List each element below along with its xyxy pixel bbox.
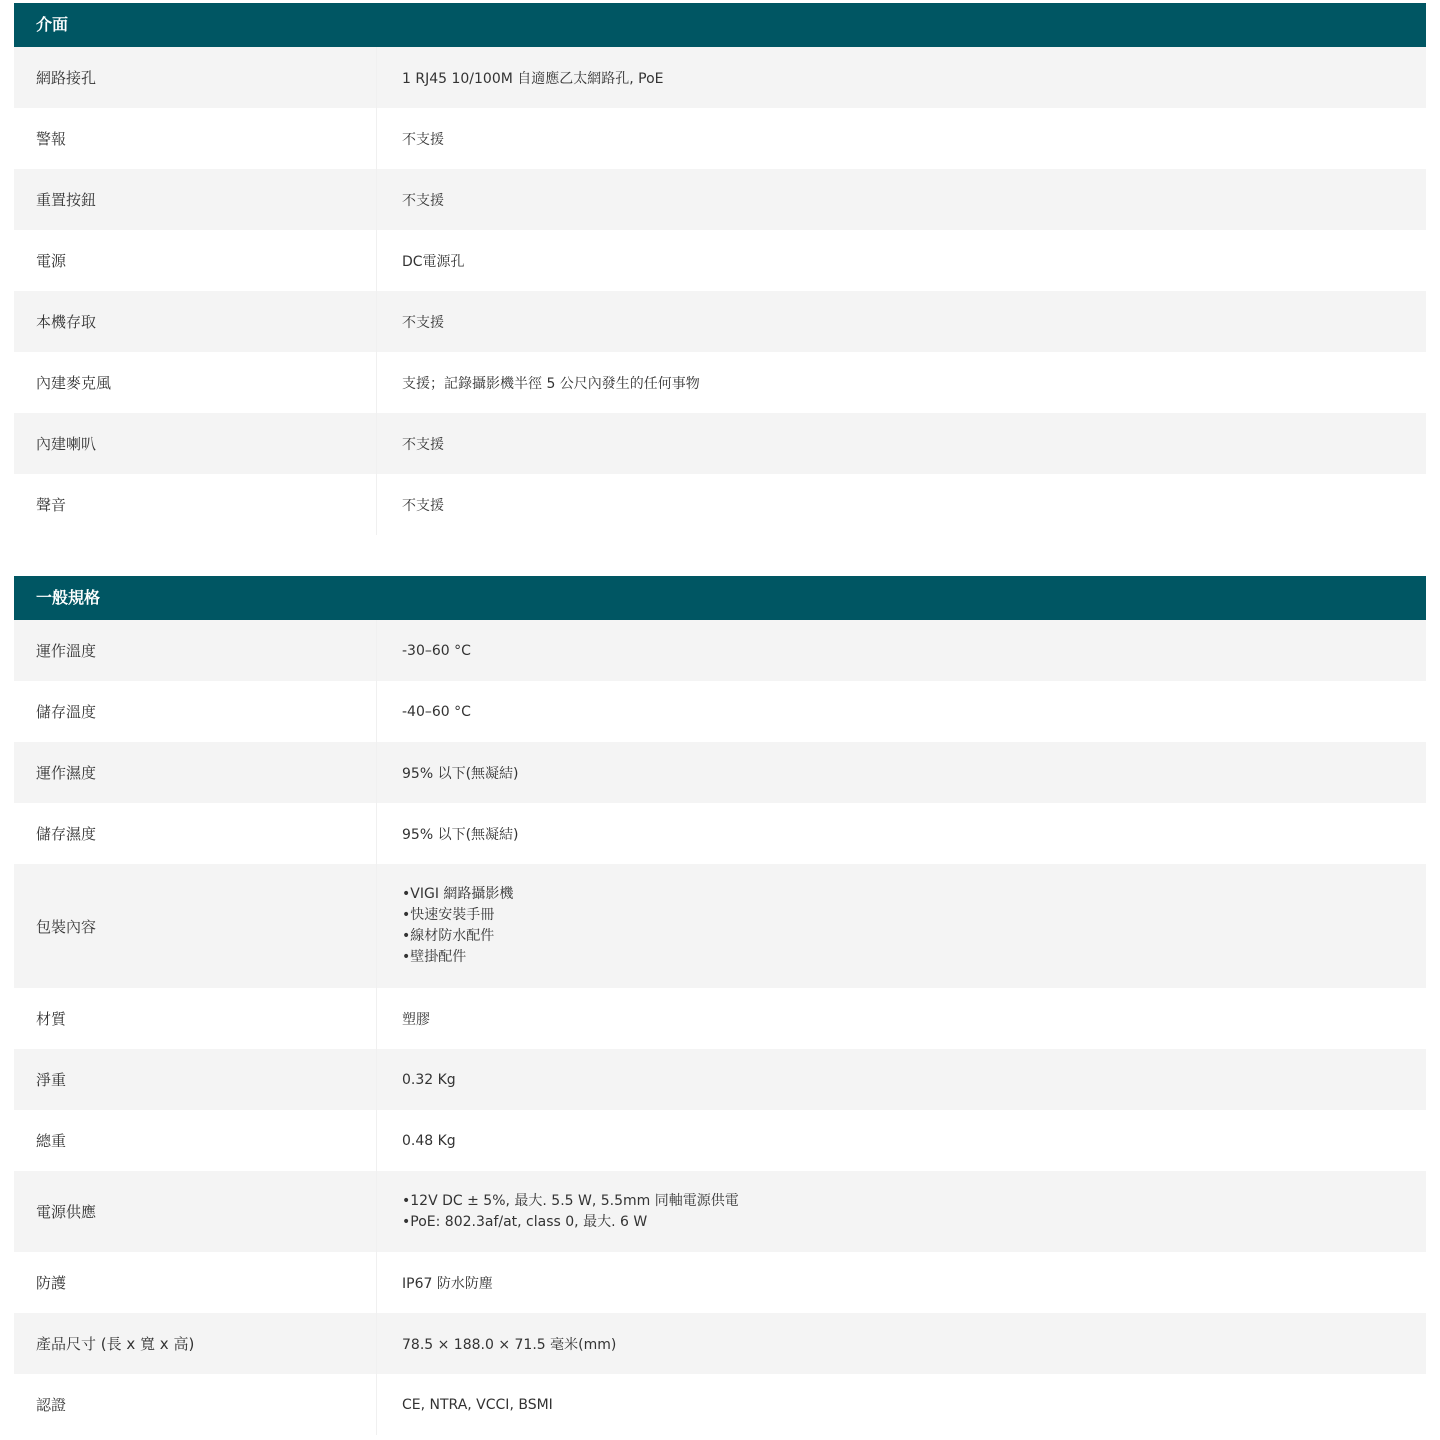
spec-row bbox=[14, 291, 1426, 352]
package-contents-list bbox=[402, 884, 513, 968]
spec-label: 產品尺寸 (長 x 寬 x 高) bbox=[36, 1335, 195, 1353]
section-header-general: 一般規格 bbox=[14, 576, 1426, 620]
interface-spec-table bbox=[14, 3, 1426, 535]
spec-label: 總重 bbox=[36, 1132, 67, 1150]
spec-value: 95% 以下(無凝結) bbox=[376, 742, 1426, 803]
list-item: • 壁掛配件 bbox=[402, 947, 513, 968]
spec-row bbox=[14, 1252, 1426, 1313]
list-item: • PoE: 802.3af/at, class 0, 最大. 6 W bbox=[402, 1212, 739, 1233]
spec-value bbox=[376, 864, 1426, 988]
spec-value: 不支援 bbox=[376, 474, 1426, 535]
spec-row bbox=[14, 1374, 1426, 1435]
spec-label: 警報 bbox=[36, 130, 67, 148]
spec-value: DC電源孔 bbox=[376, 230, 1426, 291]
section-header-interface: 介面 bbox=[14, 3, 1426, 47]
spec-value: -40–60 °C bbox=[376, 681, 1426, 742]
spec-value: 0.48 Kg bbox=[376, 1110, 1426, 1171]
spec-value: 95% 以下(無凝結) bbox=[376, 803, 1426, 864]
spec-label: 本機存取 bbox=[36, 313, 97, 331]
spec-row bbox=[14, 352, 1426, 413]
spec-value: 不支援 bbox=[376, 291, 1426, 352]
spec-row bbox=[14, 742, 1426, 803]
power-supply-list bbox=[402, 1191, 739, 1233]
spec-label: 重置按鈕 bbox=[36, 191, 97, 209]
spec-label: 儲存溫度 bbox=[36, 703, 97, 721]
spec-row bbox=[14, 803, 1426, 864]
spec-value: 支援；記錄攝影機半徑 5 公尺內發生的任何事物 bbox=[376, 352, 1426, 413]
spec-row bbox=[14, 474, 1426, 535]
spec-label: 儲存濕度 bbox=[36, 825, 97, 843]
spec-value: 不支援 bbox=[376, 108, 1426, 169]
spec-label: 內建喇叭 bbox=[36, 435, 97, 453]
spec-value: CE, NTRA, VCCI, BSMI bbox=[376, 1374, 1426, 1435]
spec-value: 78.5 × 188.0 × 71.5 毫米(mm) bbox=[376, 1313, 1426, 1374]
spec-value: 不支援 bbox=[376, 413, 1426, 474]
spec-label: 防護 bbox=[36, 1274, 67, 1292]
spec-row bbox=[14, 1313, 1426, 1374]
spec-label: 內建麥克風 bbox=[36, 374, 112, 392]
spec-row bbox=[14, 47, 1426, 108]
spec-row bbox=[14, 413, 1426, 474]
spec-label: 聲音 bbox=[36, 496, 67, 514]
spec-row bbox=[14, 230, 1426, 291]
spec-value: 0.32 Kg bbox=[376, 1049, 1426, 1110]
spec-value: -30–60 °C bbox=[376, 620, 1426, 681]
spec-label: 淨重 bbox=[36, 1071, 67, 1089]
spec-label: 網路接孔 bbox=[36, 69, 97, 87]
spec-value: 塑膠 bbox=[376, 988, 1426, 1049]
spec-label: 運作溫度 bbox=[36, 642, 97, 660]
spec-row bbox=[14, 169, 1426, 230]
spec-row bbox=[14, 1049, 1426, 1110]
list-item: • 12V DC ± 5%, 最大. 5.5 W, 5.5mm 同軸電源供電 bbox=[402, 1191, 739, 1212]
spec-value: 不支援 bbox=[376, 169, 1426, 230]
spec-label: 認證 bbox=[36, 1396, 67, 1414]
spec-row bbox=[14, 988, 1426, 1049]
spec-label: 電源供應 bbox=[36, 1203, 97, 1221]
list-item: • 線材防水配件 bbox=[402, 926, 513, 947]
spec-row bbox=[14, 864, 1426, 988]
spec-label: 運作濕度 bbox=[36, 764, 97, 782]
spec-row bbox=[14, 620, 1426, 681]
spec-row bbox=[14, 1110, 1426, 1171]
spec-label: 包裝內容 bbox=[36, 917, 97, 936]
spec-value: 1 RJ45 10/100M 自適應乙太網路孔, PoE bbox=[376, 47, 1426, 108]
list-item: • 快速安裝手冊 bbox=[402, 905, 513, 926]
spec-value bbox=[376, 1171, 1426, 1252]
spec-label: 電源 bbox=[36, 252, 67, 270]
spec-row bbox=[14, 108, 1426, 169]
spec-row bbox=[14, 1171, 1426, 1252]
list-item: • VIGI 網路攝影機 bbox=[402, 884, 513, 905]
spec-label: 材質 bbox=[36, 1010, 67, 1028]
spec-row bbox=[14, 681, 1426, 742]
spec-value: IP67 防水防塵 bbox=[376, 1252, 1426, 1313]
general-spec-table bbox=[14, 576, 1426, 1435]
